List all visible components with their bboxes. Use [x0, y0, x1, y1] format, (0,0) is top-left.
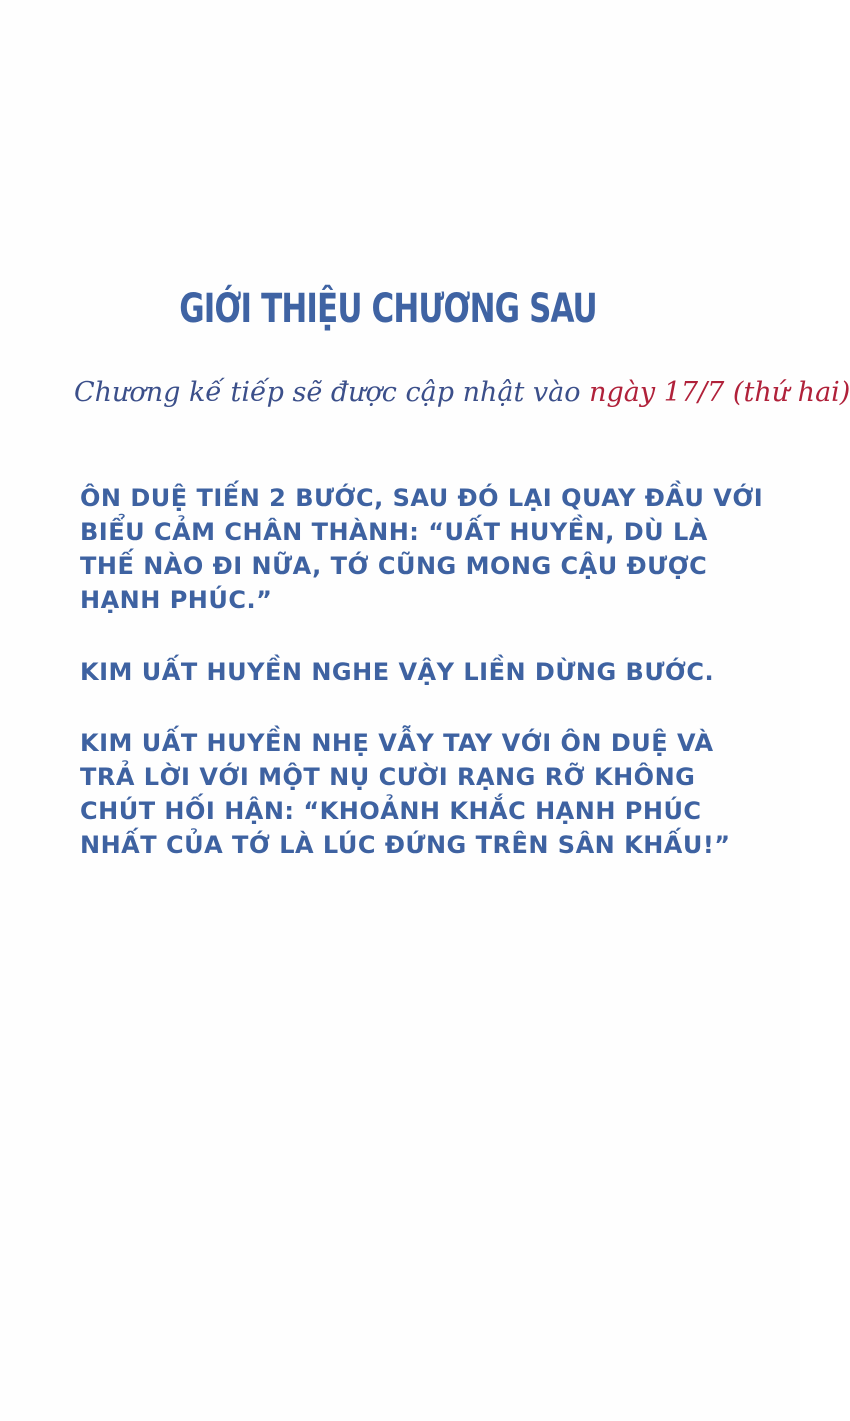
- page-title: GIỚI THIỆU CHƯƠNG SAU: [179, 286, 597, 332]
- update-notice-text: Chương kế tiếp sẽ được cập nhật vào: [74, 377, 590, 408]
- update-date: ngày 17/7 (thứ hai): [589, 377, 850, 408]
- story-paragraph: KIM UẤT HUYỀN NHẸ VẪY TAY VỚI ÔN DUỆ VÀ TRẢ LỜI VỚI MỘT NỤ CƯỜI RẠNG RỠ KHÔNG CHÚT HỐI HẬN: “KHOẢNH KHẮC HẠNH PHÚC NHẤT CỦA TỚ LÀ LÚC ĐỨNG TRÊN SÂN KHẤU!”: [80, 729, 731, 859]
- story-paragraph: KIM UẤT HUYỀN NGHE VẬY LIỀN DỪNG BƯỚC.: [80, 658, 715, 686]
- update-notice: [74, 377, 850, 408]
- story-paragraph: ÔN DUỆ TIẾN 2 BƯỚC, SAU ĐÓ LẠI QUAY ĐẦU VỚI BIỂU CẢM CHÂN THÀNH: “UẤT HUYỀN, DÙ LÀ THẾ NÀO ĐI NỮA, TỚ CŨNG MONG CẬU ĐƯỢC HẠNH PHÚC.”: [80, 484, 764, 614]
